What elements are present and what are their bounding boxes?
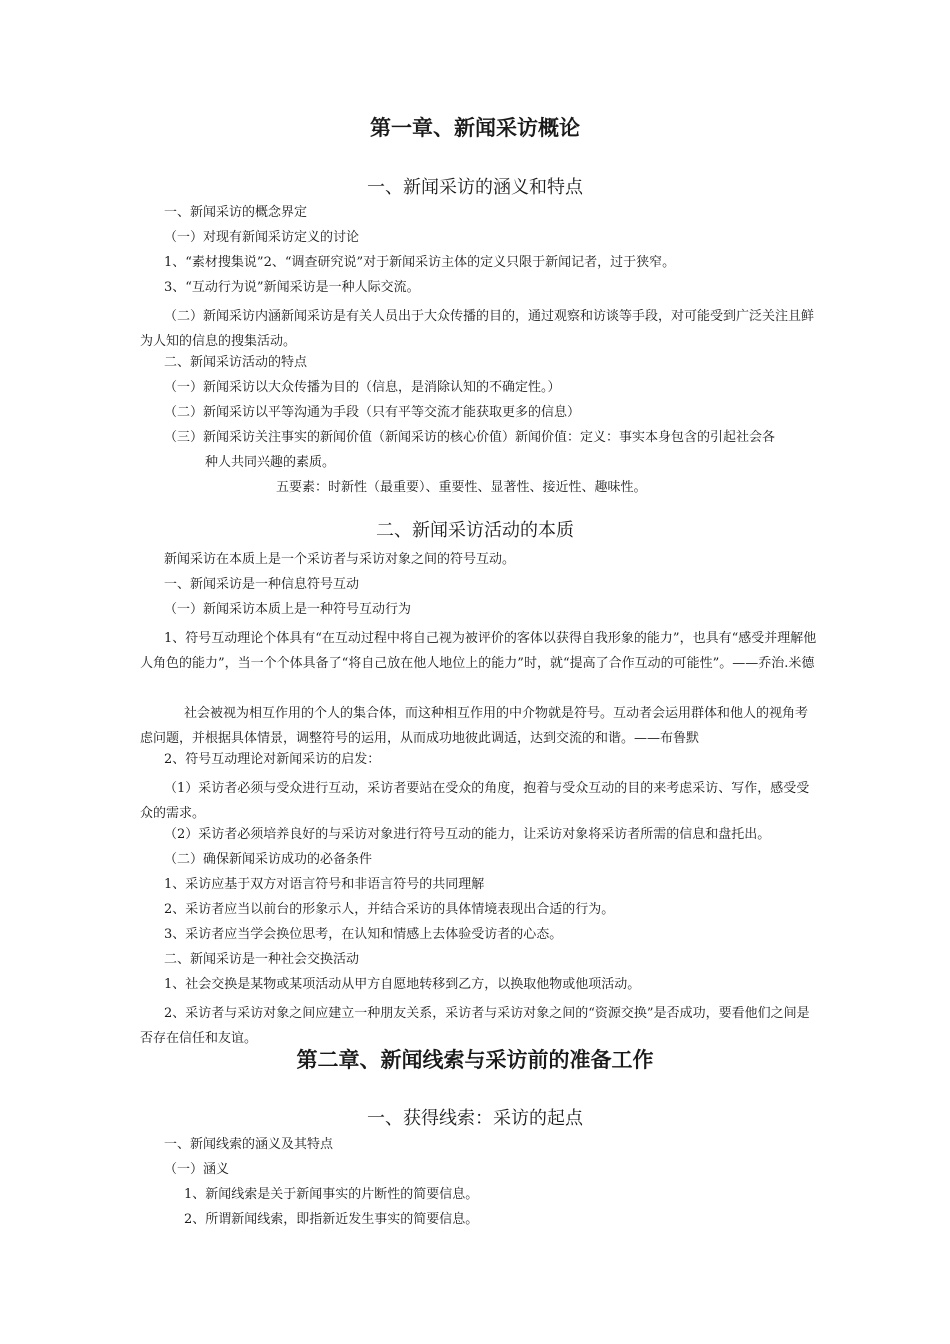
paragraph-line: 二、新闻采访活动的特点: [164, 355, 308, 370]
paragraph-line: 二、新闻采访是一种社会交换活动: [164, 952, 360, 967]
paragraph-line: （一）新闻采访以大众传播为目的（信息，是消除认知的不确定性。）: [164, 380, 561, 395]
paragraph-line: （三）新闻采访关注事实的新闻价值（新闻采访的核心价值）新闻价值：定义：事实本身包含的引起社会各: [164, 430, 776, 445]
chapter-2-section-1-title: 一、获得线索：采访的起点: [367, 1108, 583, 1129]
paragraph-line: （一）对现有新闻采访定义的讨论: [164, 230, 360, 245]
paragraph: 社会被视为相互作用的个人的集合体，而这种相互作用的中介物就是符号。互动者会运用群体和他人的视角考虑问题，并根据具体情景，调整符号的运用，从而成功地彼此调适，达到交流的和谐。——布鲁默: [140, 706, 809, 746]
paragraph: （1）采访者必须与受众进行互动，采访者要站在受众的角度，抱着与受众互动的目的来考虑采访、写作，感受受众的需求。: [140, 781, 810, 821]
paragraph-line: 3、“互动行为说”新闻采访是一种人际交流。: [164, 280, 420, 295]
chapter-2-title: 第二章、新闻线索与采访前的准备工作: [296, 1048, 654, 1072]
paragraph-line: 2、符号互动理论对新闻采访的启发：: [164, 752, 381, 767]
paragraph-line: 1、“素材搜集说”2、“调查研究说”对于新闻采访主体的定义只限于新闻记者，过于狭窄。: [164, 255, 676, 270]
paragraph-line: 2、采访者应当以前台的形象示人，并结合采访的具体情境表现出合适的行为。: [164, 902, 615, 917]
paragraph-line: （一）新闻采访本质上是一种符号互动行为: [164, 602, 412, 617]
paragraph-line: 3、采访者应当学会换位思考，在认知和情感上去体验受访者的心态。: [164, 927, 563, 942]
paragraph-line: 1、社会交换是某物或某项活动从甲方自愿地转移到乙方，以换取他物或他项活动。: [164, 977, 641, 992]
paragraph: 2、采访者与采访对象之间应建立一种朋友关系，采访者与采访对象之间的“资源交换”是否成功，要看他们之间是否存在信任和友谊。: [140, 1006, 810, 1046]
paragraph: 1、符号互动理论个体具有“在互动过程中将自己视为被评价的客体以获得自我形象的能力”，也具有“感受并理解他人角色的能力”，当一个个体具备了“将自己放在他人地位上的能力”时，就“提高了合作互动的可能性”。——乔治.米德: [140, 631, 817, 671]
paragraph-line: （二）新闻采访以平等沟通为手段（只有平等交流才能获取更多的信息）: [164, 405, 581, 420]
paragraph: （二）新闻采访内涵新闻采访是有关人员出于大众传播的目的，通过观察和访谈等手段，对可能受到广泛关注且鲜为人知的信息的搜集活动。: [140, 309, 815, 349]
paragraph-line: 一、新闻线索的涵义及其特点: [164, 1137, 334, 1152]
paragraph-line: 2、所谓新闻线索，即指新近发生事实的简要信息。: [184, 1212, 479, 1227]
chapter-1-title: 第一章、新闻采访概论: [370, 116, 580, 140]
paragraph-line: （二）确保新闻采访成功的必备条件: [164, 852, 373, 867]
paragraph-line: 新闻采访在本质上是一个采访者与采访对象之间的符号互动。: [164, 552, 516, 567]
paragraph-line: （一）涵义: [164, 1162, 230, 1177]
chapter-1-section-1-title: 一、新闻采访的涵义和特点: [367, 177, 583, 198]
paragraph-line: 五要素：时新性（最重要）、重要性、显著性、接近性、趣味性。: [276, 480, 647, 495]
paragraph-line: （2）采访者必须培养良好的与采访对象进行符号互动的能力，让采访对象将采访者所需的信息和盘托出。: [164, 827, 771, 842]
paragraph-line: 一、新闻采访的概念界定: [164, 205, 308, 220]
chapter-1-section-2-title: 二、新闻采访活动的本质: [376, 520, 574, 541]
paragraph-line: 种人共同兴趣的素质。: [205, 455, 336, 470]
paragraph-line: 1、采访应基于双方对语言符号和非语言符号的共同理解: [164, 877, 485, 892]
paragraph-line: 一、新闻采访是一种信息符号互动: [164, 577, 360, 592]
paragraph-line: 1、新闻线索是关于新闻事实的片断性的简要信息。: [184, 1187, 479, 1202]
